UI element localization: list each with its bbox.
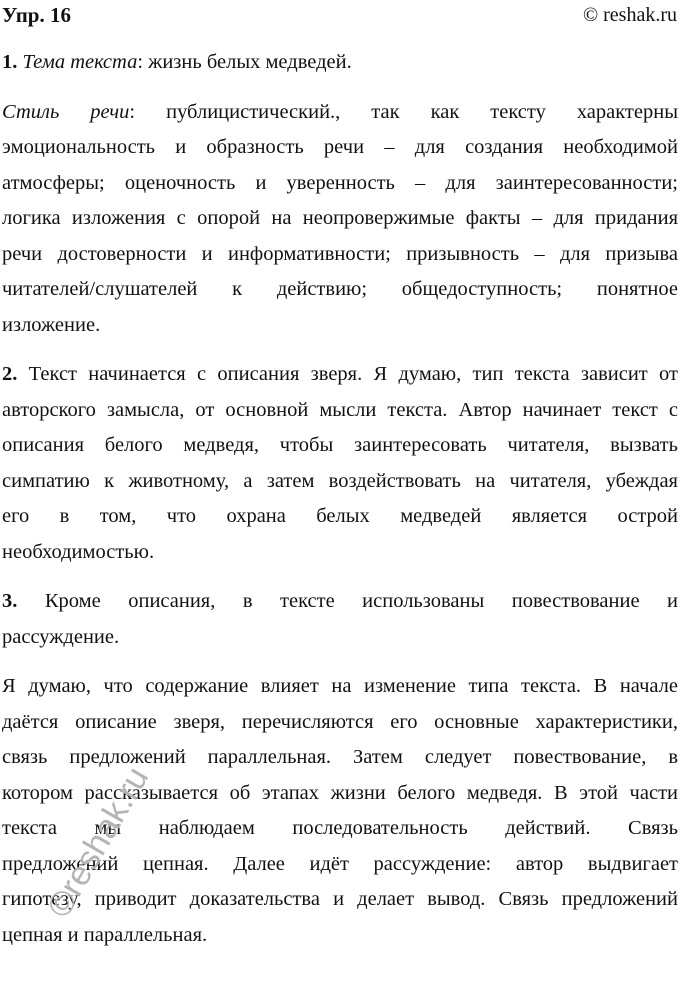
text-line: атмосферы; оценочность и уверенность – для заинтересованности; bbox=[2, 171, 678, 194]
text-span: Текст начинается с описания зверя. Я думаю, тип текста зависит от bbox=[28, 363, 678, 385]
text-line: авторского замысла, от основной мысли текста. Автор начинает текст с bbox=[2, 398, 678, 421]
paragraph-2 bbox=[2, 357, 678, 570]
paragraph-4 bbox=[2, 669, 678, 953]
item-number: 3. bbox=[2, 590, 18, 612]
text-line: логика изложения с опорой на неопровержимые факты – для придания bbox=[2, 207, 678, 229]
text-line: котором рассказывается об этапах жизни белого медведя. В этой части bbox=[2, 781, 678, 804]
text-line: даётся описание зверя, перечисляются его основные характеристики, bbox=[2, 710, 678, 733]
style-value: : публицистический., так как тексту характерны bbox=[129, 100, 678, 123]
paragraph-1-theme bbox=[2, 45, 678, 81]
page-header bbox=[2, 0, 677, 30]
text-line: описания белого медведя, чтобы заинтересовать читателя, вызвать bbox=[2, 434, 678, 456]
text-line: необходимостью. bbox=[2, 540, 155, 563]
text-line: симпатию к животному, а затем воздействовать на читателя, убеждая bbox=[2, 469, 678, 492]
text-line: предложений цепная. Далее идёт рассуждение: автор выдвигает bbox=[2, 852, 678, 875]
item-number: 2. bbox=[2, 363, 18, 385]
text-line bbox=[2, 357, 678, 393]
text-line: текста мы наблюдаем последовательность действий. Связь bbox=[2, 817, 678, 839]
text-line bbox=[2, 584, 678, 620]
text-line: изложение. bbox=[2, 313, 101, 336]
text-line: эмоциональность и образность речи – для создания необходимой bbox=[2, 136, 678, 158]
item-number: 1. bbox=[2, 51, 18, 73]
text-line: связь предложений параллельная. Затем следует повествование, в bbox=[2, 746, 678, 768]
text-line: читателей/слушателей к действию; общедоступность; понятное bbox=[2, 278, 678, 300]
paragraph-style bbox=[2, 95, 678, 344]
text-span: Кроме описания, в тексте использованы повествование и bbox=[44, 590, 679, 612]
style-label: Стиль речи bbox=[2, 100, 130, 123]
text-line: гипотезу, приводит доказательства и делает вывод. Связь предложений bbox=[2, 888, 678, 910]
theme-value: : жизнь белых медведей. bbox=[137, 51, 352, 73]
text-line: цепная и параллельная. bbox=[2, 923, 208, 946]
copyright-text: © reshak.ru bbox=[582, 3, 677, 26]
text-line: Я думаю, что содержание влияет на изменение типа текста. В начале bbox=[2, 675, 678, 697]
theme-label: Тема текста bbox=[22, 51, 138, 73]
watermark: ©reshak.ru bbox=[40, 760, 157, 924]
text-line: речи достоверности и информативности; призывность – для призыва bbox=[2, 242, 678, 265]
text-line: рассуждение. bbox=[2, 625, 120, 648]
text-line: его в том, что охрана белых медведей является острой bbox=[2, 505, 678, 527]
paragraph-3 bbox=[2, 584, 678, 655]
text-line bbox=[2, 45, 678, 81]
exercise-title: Упр. 16 bbox=[2, 2, 71, 27]
document-body bbox=[2, 45, 678, 967]
text-line bbox=[2, 95, 678, 131]
